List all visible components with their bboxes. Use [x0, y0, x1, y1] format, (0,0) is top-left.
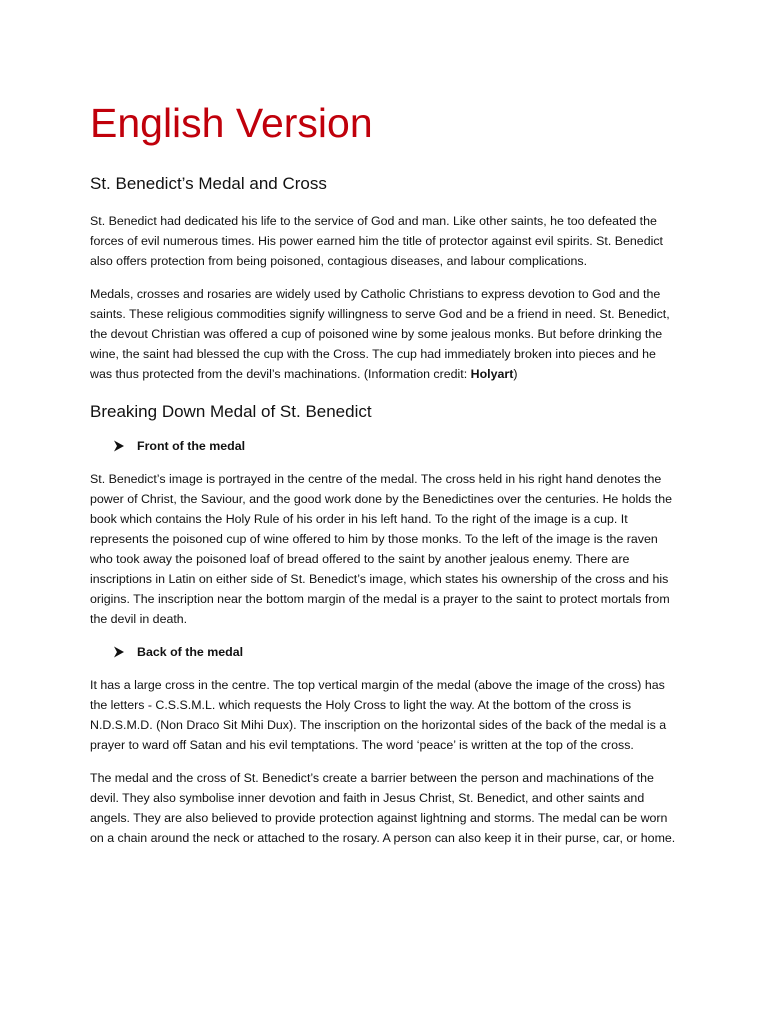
section-heading-medal-cross: St. Benedict’s Medal and Cross: [90, 174, 327, 193]
arrowhead-bullet-icon: [113, 642, 125, 662]
credit-holyart: Holyart: [470, 367, 514, 381]
bullet-front-of-medal: [113, 436, 678, 456]
paragraph-devotion-text: Medals, crosses and rosaries are widely used by Catholic Christians to express devotion to God and the saints. These religious commodities signify willingness to serve God and be a friend in need. St. Benedict, the devout Christian was offered a cup of poisoned wine by some jealous monks. But before drinking the wine, the saint had blessed the cup with the Cross. The cup had immediately broken into pieces and he was thus protected from the devil’s machinations. (Information credit:: [90, 287, 670, 381]
paragraph-front-description: St. Benedict’s image is portrayed in the centre of the medal. The cross held in his right hand denotes the power of Christ, the Saviour, and the good work done by the Benedictines over the centuries. He holds the book which contains the Holy Rule of his order in his left hand. To the right of the image is a cup. It represents the poisoned cup of wine offered to him by those monks. To the left of the image is the raven who took away the poisoned loaf of bread offered to the saint by another jealous enemy. There are inscriptions in Latin on either side of St. Benedict’s image, which states his ownership of the cross and his origins. The inscription near the bottom margin of the medal is a prayer to the saint to protect mortals from the devil in death.: [90, 472, 673, 626]
arrowhead-bullet-icon: [113, 436, 125, 456]
paragraph-devotion: [90, 284, 678, 384]
paragraph-back-description: It has a large cross in the centre. The top vertical margin of the medal (above the image of the cross) has the letters - C.S.S.M.L. which requests the Holy Cross to light the way. At the bottom of the cross is N.D.S.M.D. (Non Draco Sit Mihi Dux). The inscription on the horizontal sides of the back of the medal is a prayer to ward off Satan and his evil temptations. The word ‘peace’ is written at the top of the cross.: [90, 678, 667, 752]
bullet-back-of-medal: [113, 642, 678, 662]
section-heading-breaking-down: Breaking Down Medal of St. Benedict: [90, 402, 372, 421]
paragraph-intro: St. Benedict had dedicated his life to the service of God and man. Like other saints, he too defeated the forces of evil numerous times. His power earned him the title of protector against evil spirits. St. Benedict also offers protection from being poisoned, contagious diseases, and labour complications.: [90, 214, 663, 268]
paragraph-conclusion: The medal and the cross of St. Benedict’s create a barrier between the person and machinations of the devil. They also symbolise inner devotion and faith in Jesus Christ, St. Benedict, and other saints and angels. They are also believed to provide protection against lightning and storms. The medal can be worn on a chain around the neck or attached to the rosary. A person can also keep it in their purse, car, or home.: [90, 771, 676, 845]
bullet-label: Back of the medal: [137, 645, 244, 659]
paragraph-devotion-end: ): [513, 367, 518, 381]
bullet-label: Front of the medal: [137, 439, 246, 453]
page-title: English Version: [90, 100, 373, 146]
